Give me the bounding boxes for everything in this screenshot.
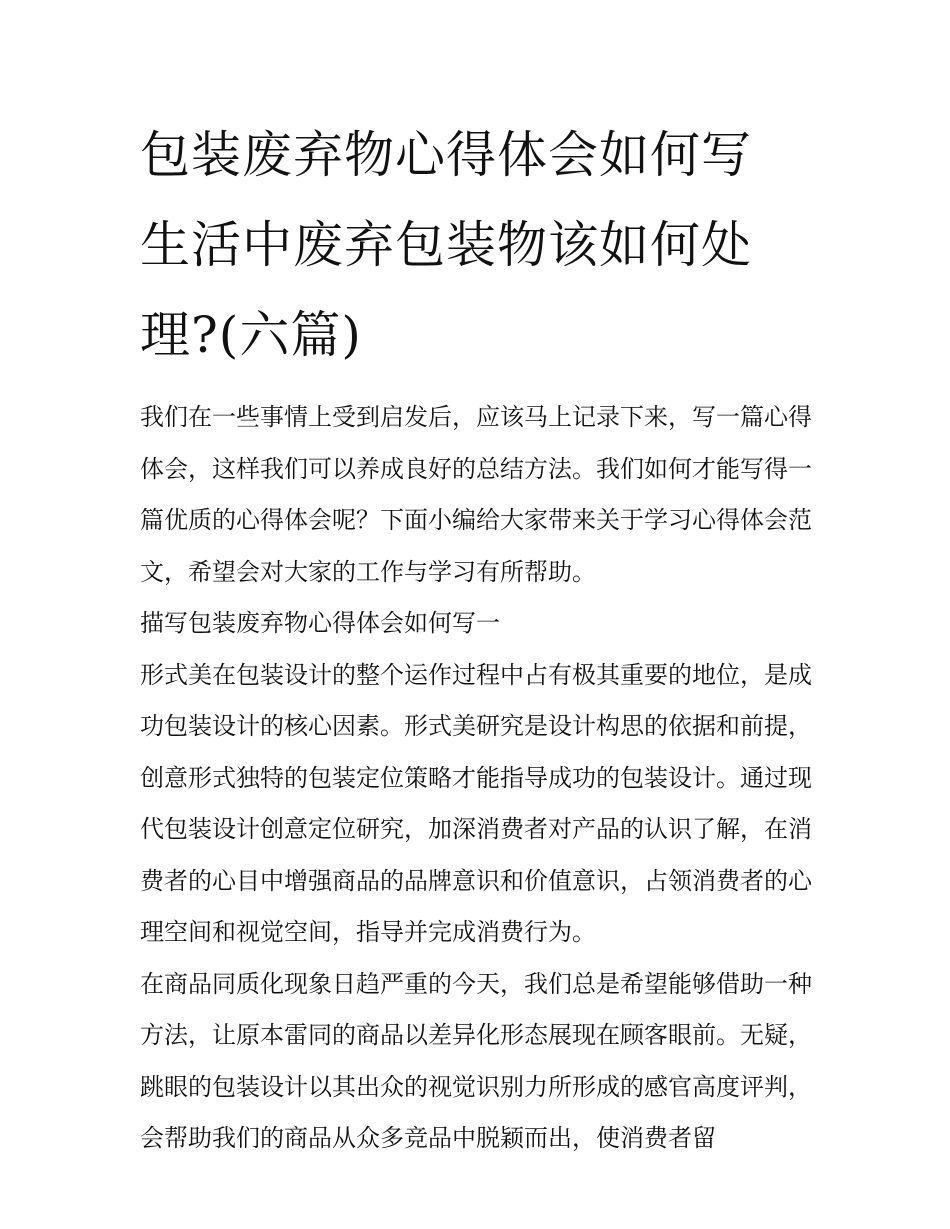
document-body	[140, 110, 812, 1165]
document-title: 包装废弃物心得体会如何写 生活中废弃包装物该如何处理?(六篇)	[140, 126, 752, 364]
body-paragraph: 在商品同质化现象日趋严重的今天，我们总是希望能够借助一种方法，让原本雷同的商品以差异化形态展现在顾客眼前。无疑，跳眼的包装设计以其出众的视觉识别力所形成的感官高度评判，会帮助我们的商品从众多竞品中脱颖而出，使消费者留	[140, 969, 812, 1152]
body-paragraph: 形式美在包装设计的整个运作过程中占有极其重要的地位，是成功包装设计的核心因素。形式美研究是设计构思的依据和前提，创意形式独特的包装定位策略才能指导成功的包装设计。通过现代包装设计创意定位研究，加深消费者对产品的认识了解，在消费者的心目中增强商品的品牌意识和价值意识，占领消费者的心理空间和视觉空间，指导并完成消费行为。	[140, 660, 812, 946]
section-heading: 描写包装废弃物心得体会如何写一	[140, 609, 500, 637]
intro-paragraph: 我们在一些事情上受到启发后，应该马上记录下来，写一篇心得体会，这样我们可以养成良好的总结方法。我们如何才能写得一篇优质的心得体会呢？下面小编给大家带来关于学习心得体会范文，希望会对大家的工作与学习有所帮助。	[140, 403, 812, 586]
